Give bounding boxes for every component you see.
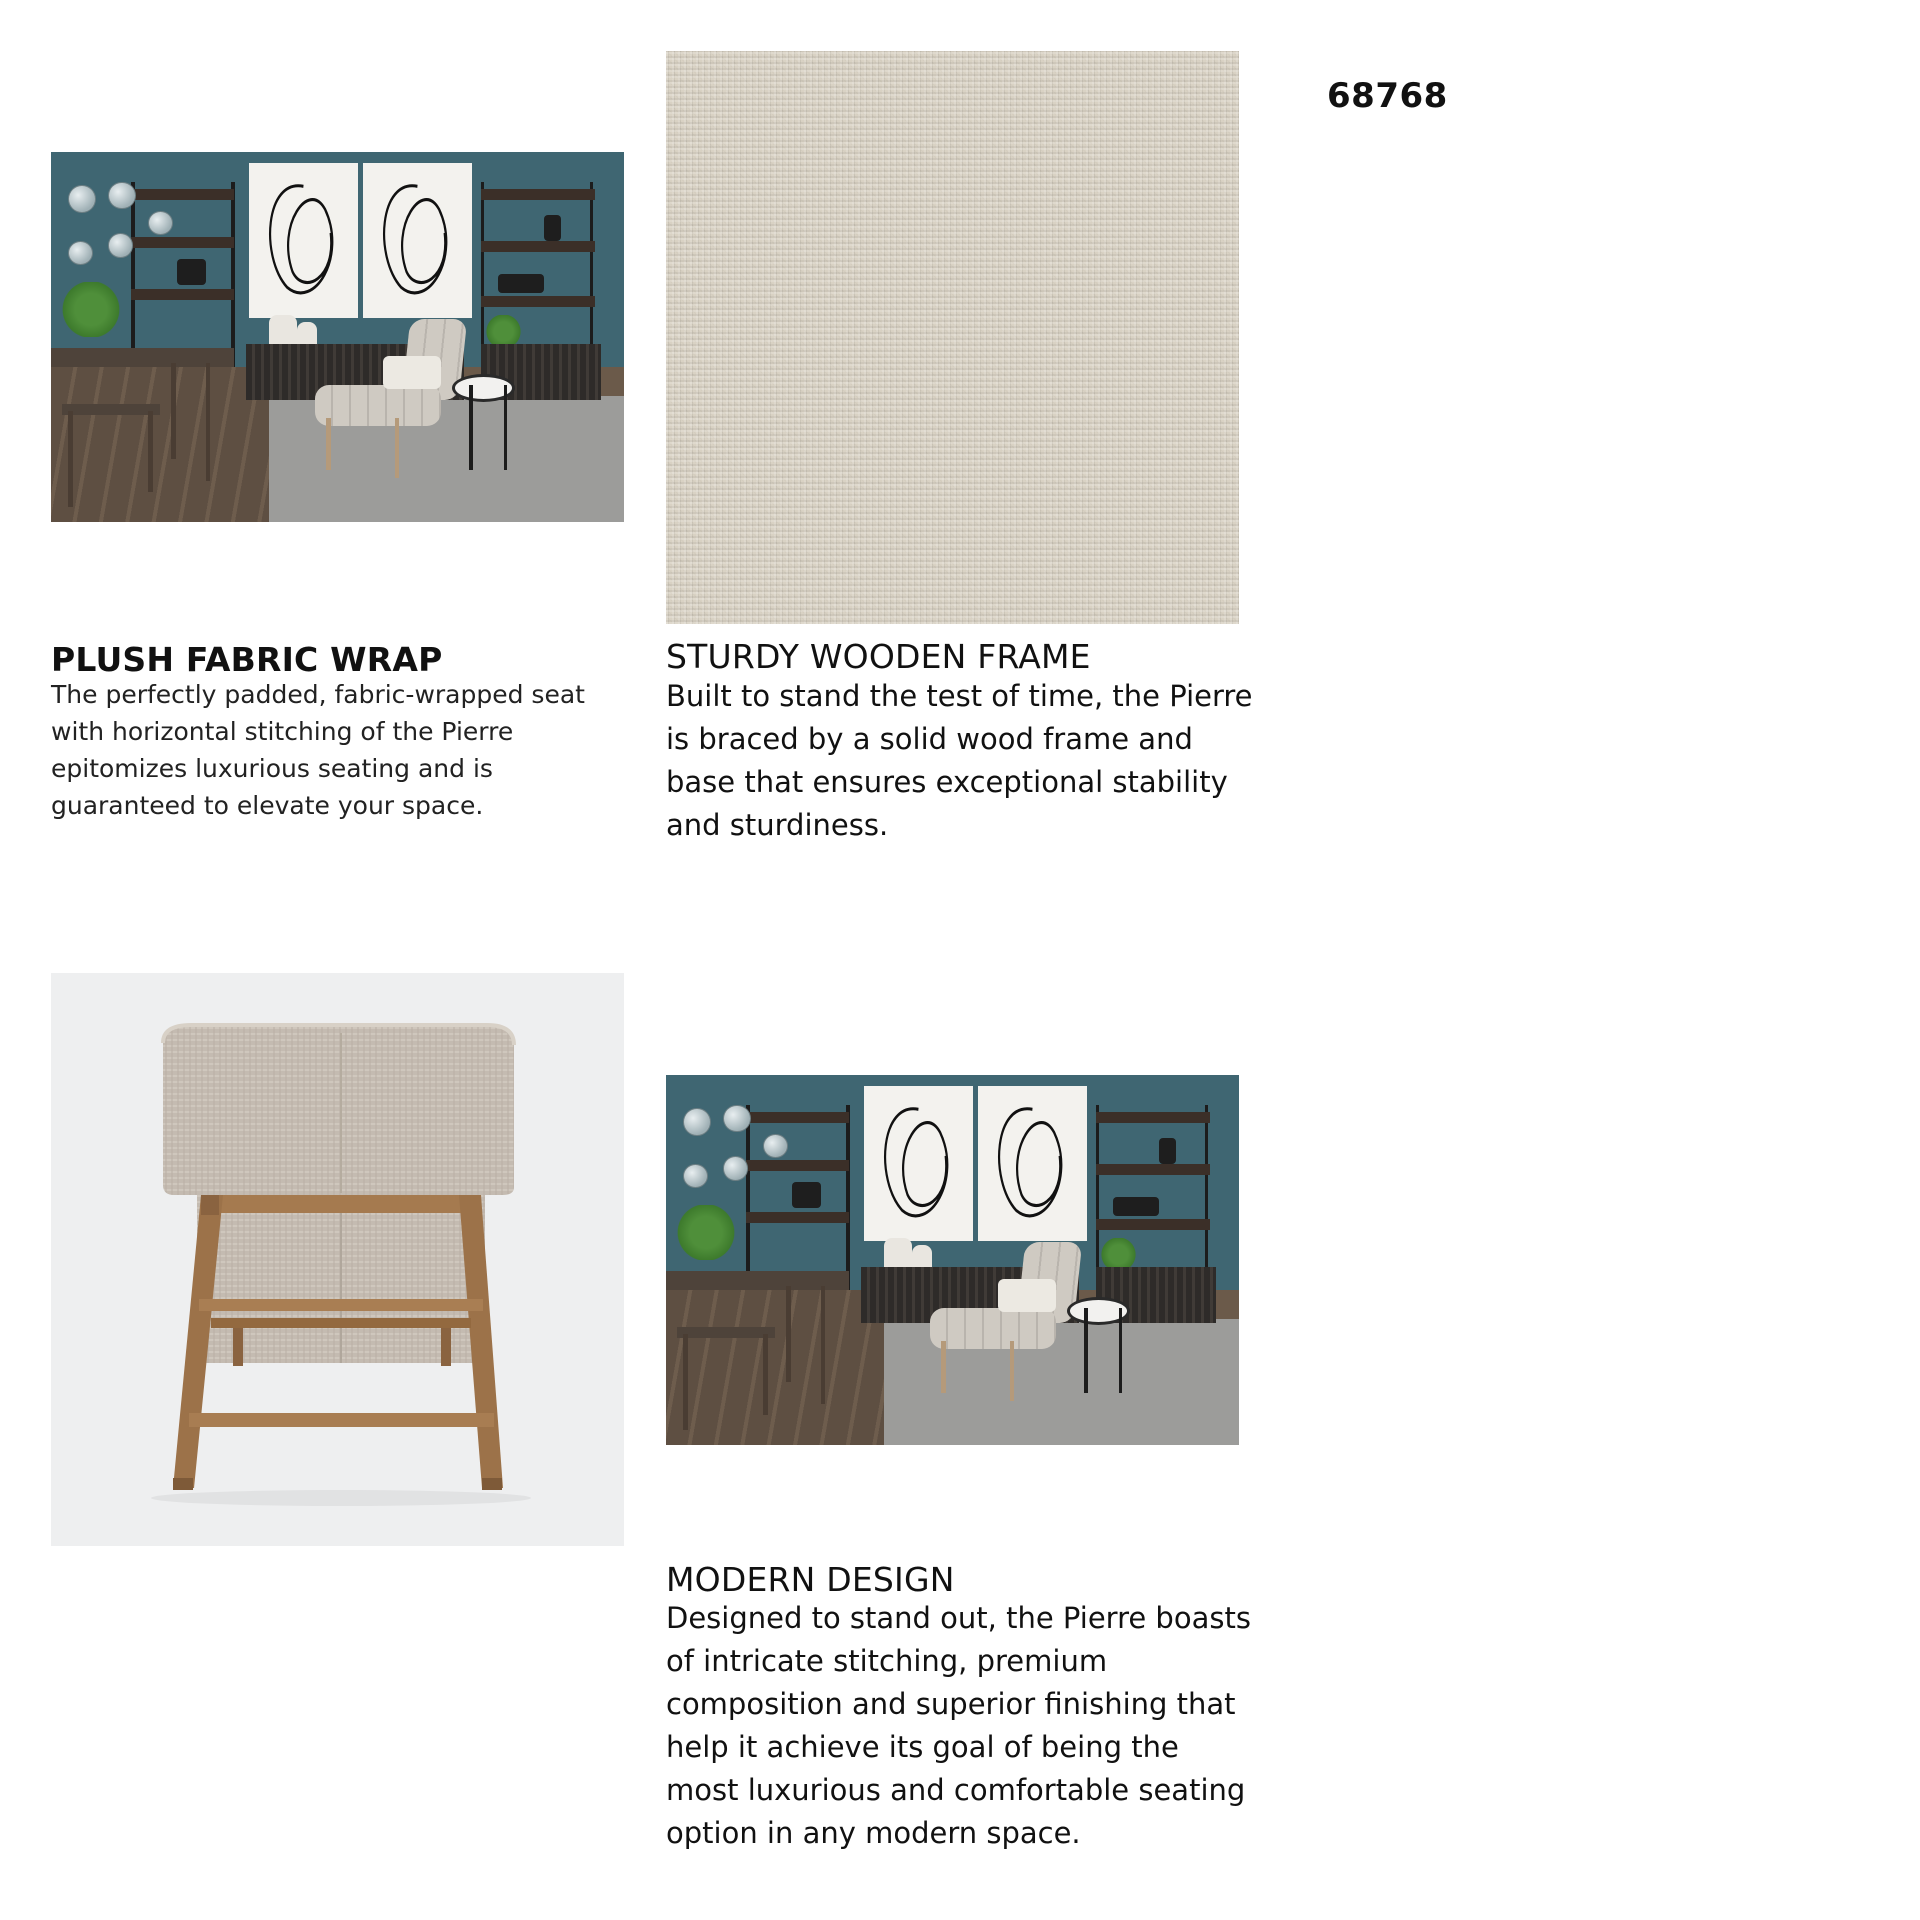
shelf-post [746,1105,749,1290]
pillow [998,1279,1055,1312]
glass-globe [68,241,93,265]
feature-line: The perfectly padded, fabric-wrapped seat [51,680,585,709]
art-print [978,1086,1087,1241]
feature-description-design [666,1597,1286,1855]
plant [1101,1238,1135,1271]
fabric-swatch-image [666,51,1239,624]
art-print [249,163,358,318]
shelf [131,237,234,248]
decor-object [1113,1197,1159,1216]
feature-line: Built to stand the test of time, the Pierre [666,679,1253,713]
chaise-leg [395,418,400,477]
shelf-post [131,182,134,367]
feature-description-frame [666,675,1266,847]
side-table-leg [1084,1308,1087,1393]
shelf-post [231,182,234,367]
feature-line: of intricate stitching, premium [666,1644,1108,1678]
shelf-post [846,1105,849,1290]
glass-globe [683,1108,711,1136]
dining-chair [62,404,159,415]
shelf [481,189,596,200]
room-scene-image [666,1075,1239,1445]
shelf [481,296,596,307]
shelf [746,1212,849,1223]
art-print [363,163,472,318]
dining-chair [677,1327,774,1338]
feature-description-fabric [51,676,651,824]
pillow [383,356,440,389]
table-leg [206,363,211,481]
chaise-leg [326,418,331,470]
feature-line: and sturdiness. [666,808,889,842]
feature-line: most luxurious and comfortable seating [666,1773,1246,1807]
feature-title-fabric: PLUSH FABRIC WRAP [51,640,443,679]
shelf [1096,1164,1211,1175]
glass-globe [723,1156,748,1180]
plant [62,282,119,338]
side-table-leg [1119,1308,1122,1393]
shelf [1096,1112,1211,1123]
feature-line: Designed to stand out, the Pierre boasts [666,1601,1251,1635]
chaise-leg [941,1341,946,1393]
chair-leg [148,411,153,492]
chair-back-image [51,973,624,1546]
shelf [746,1112,849,1123]
table-leg [821,1286,826,1404]
table-leg [171,363,176,459]
feature-line: base that ensures exceptional stability [666,765,1228,799]
decor-object [544,215,561,241]
decor-object [792,1182,821,1208]
chaise-leg [1010,1341,1015,1400]
shelf [481,241,596,252]
room-scene-image [51,152,624,522]
chaise-lounge [315,385,441,426]
decor-object [498,274,544,293]
table-leg [786,1286,791,1382]
chair-leg [683,1334,688,1430]
shelf [131,289,234,300]
sku-number: 68768 [1327,76,1448,116]
glass-globe [108,233,133,257]
chaise-lounge [930,1308,1056,1349]
side-table-leg [469,385,472,470]
chair-leg [68,411,73,507]
plant [677,1205,734,1261]
feature-line: help it achieve its goal of being the [666,1730,1179,1764]
art-print [864,1086,973,1241]
glass-globe [68,185,96,213]
decor-object [177,259,206,285]
plant [486,315,520,348]
feature-line: epitomizes luxurious seating and is [51,754,493,783]
side-table-leg [504,385,507,470]
feature-title-design: MODERN DESIGN [666,1560,955,1599]
chair-leg [763,1334,768,1415]
feature-line: option in any modern space. [666,1816,1081,1850]
feature-line: is braced by a solid wood frame and [666,722,1193,756]
decor-object [1159,1138,1176,1164]
shelf [131,189,234,200]
shelf [1096,1219,1211,1230]
glass-globe [683,1164,708,1188]
feature-line: guaranteed to elevate your space. [51,791,484,820]
feature-title-frame: STURDY WOODEN FRAME [666,637,1091,676]
feature-line: composition and superior finishing that [666,1687,1236,1721]
shelf [746,1160,849,1171]
feature-line: with horizontal stitching of the Pierre [51,717,514,746]
